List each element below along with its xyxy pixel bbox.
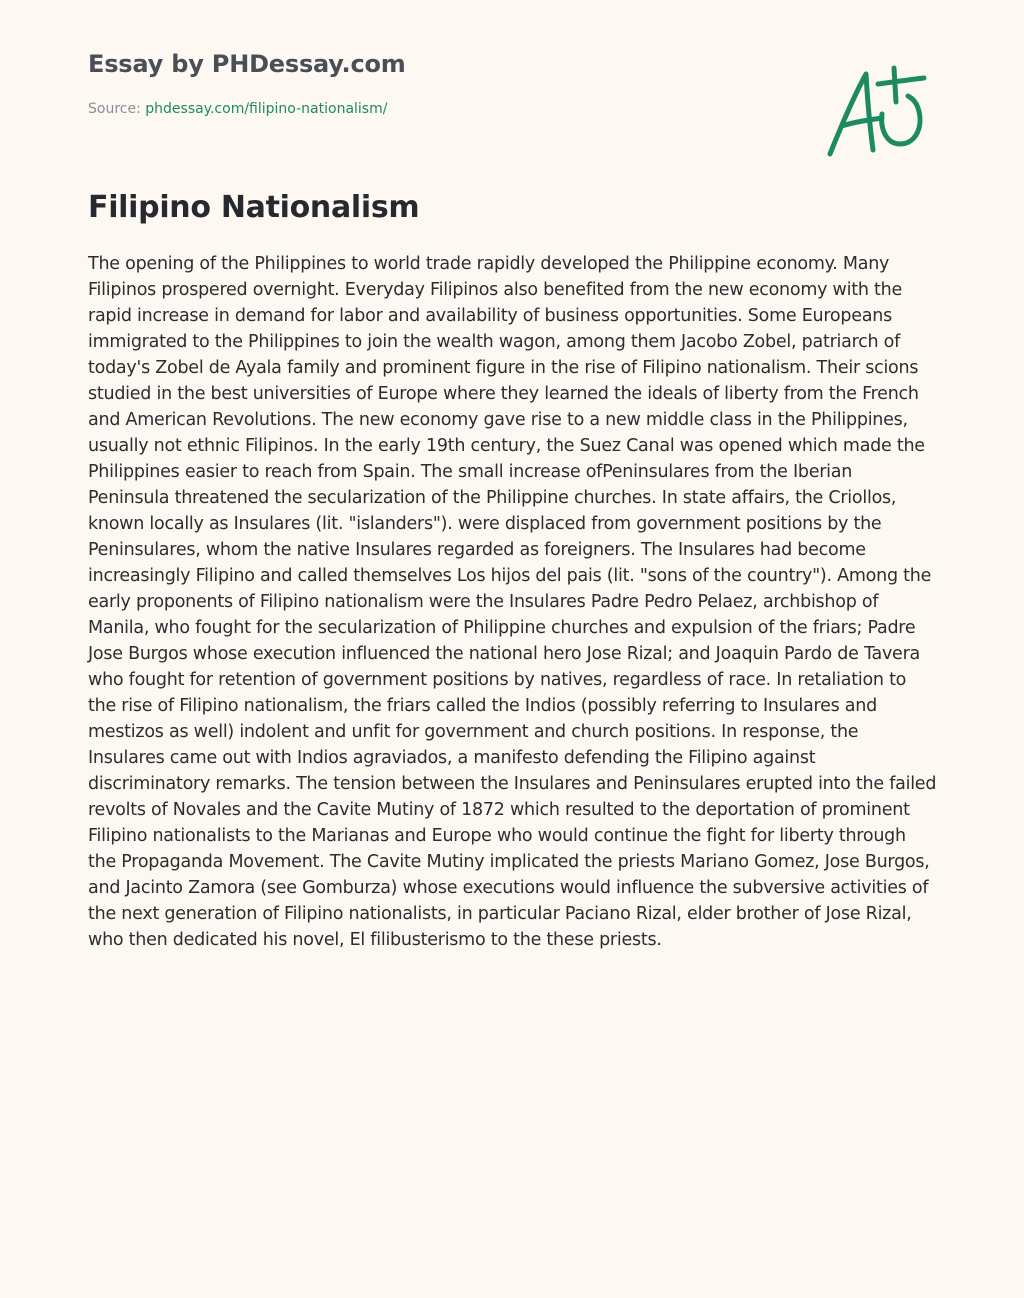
source-line: [88, 101, 387, 117]
source-label: Source:: [88, 101, 141, 117]
essay-body: The opening of the Philippines to world trade rapidly developed the Philippine economy. Many Filipinos prospered overnight. Everyday Filipinos also benefited from the new economy with the rapid increase in demand for labor and availability of business opportunities. Some Europeans immigrated to the Philippines to join the wealth wagon, among them Jacobo Zobel, patriarch of today's Zobel de Ayala family and prominent figure in the rise of Filipino nationalism. Their scions studied in the best universities of Europe where they learned the ideals of liberty from the French and American Revolutions. The new economy gave rise to a new middle class in the Philippines, usually not ethnic Filipinos. In the early 19th century, the Suez Canal was opened which made the Philippines easier to reach from Spain. The small increase ofPeninsulares from the Iberian Peninsula threatened the secularization of the Philippine churches. In state affairs, the Criollos, known locally as Insulares (lit. "islanders"). were displaced from government positions by the Peninsulares, whom the native Insulares regarded as foreigners. The Insulares had become increasingly Filipino and called themselves Los hijos del pais (lit. "sons of the country"). Among the early proponents of Filipino nationalism were the Insulares Padre Pedro Pelaez, archbishop of Manila, who fought for the secularization of Philippine churches and expulsion of the friars; Padre Jose Burgos whose execution influenced the national hero Jose Rizal; and Joaquin Pardo de Tavera who fought for retention of government positions by natives, regardless of race. In retaliation to the rise of Filipino nationalism, the friars called the Indios (possibly referring to Insulares and mestizos as well) indolent and unfit for government and church positions. In response, the Insulares came out with Indios agraviados, a manifesto defending the Filipino against discriminatory remarks. The tension between the Insulares and Peninsulares erupted into the failed revolts of Novales and the Cavite Mutiny of 1872 which resulted to the deportation of prominent Filipino nationalists to the Marianas and Europe who would continue the fight for liberty through the Propaganda Movement. The Cavite Mutiny implicated the priests Mariano Gomez, Jose Burgos, and Jacinto Zamora (see Gomburza) whose executions would influence the subversive activities of the next generation of Filipino nationalists, in particular Paciano Rizal, elder brother of Jose Rizal, who then dedicated his novel, El filibusterismo to the these priests.: [88, 254, 937, 950]
source-link[interactable]: phdessay.com/filipino-nationalism/: [145, 101, 388, 117]
site-brand: Essay by PHDessay.com: [88, 50, 406, 78]
a-plus-logo-icon: [820, 62, 930, 162]
page-title: Filipino Nationalism: [88, 190, 420, 225]
